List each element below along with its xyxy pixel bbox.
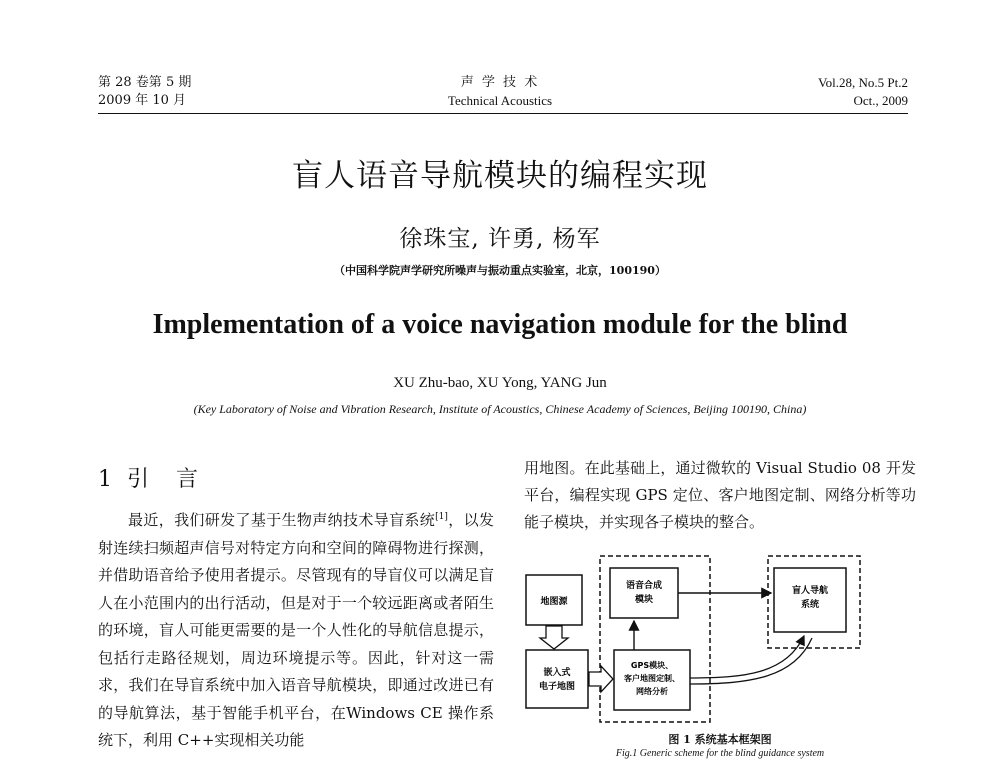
arrow-gps-to-navigation <box>690 636 804 678</box>
figure-caption-en: Fig.1 Generic scheme for the blind guidance system <box>615 748 825 759</box>
embedded-map-label-2: 电子地图 <box>538 682 576 692</box>
map-source-label: 地图源 <box>540 597 568 607</box>
paragraph-text-cont: ，以发射连续扫频超声信号对特定方向和空间的障碍物进行探测，并借助语音给予使用者提示。尽管现有的导盲仪可以满足盲人在小范围内的出行活动，但是对于一个较远距离或者陌生的环境，盲人可能更需要的是一个人性化的导航信息提示，包括行走路径规划，周边环境提示等。因此，针对这一需求，我们在导盲系统中加入语音导航模块，即通过改进已有的导航算法，基于智能手机平台，在Windows CE 操作系统下，利用 C++实现相关功能 <box>98 511 494 749</box>
section-title-part1: 引 <box>127 467 151 492</box>
authors-cn: 徐珠宝, 许勇, 杨军 <box>399 226 601 252</box>
speech-module-label-1: 语音合成 <box>625 581 663 591</box>
publication-date-cn: 2009 年 10 月 <box>98 93 187 108</box>
arrow-map-to-embedded <box>540 626 568 649</box>
body-text-left <box>98 504 494 755</box>
section-heading <box>98 462 199 493</box>
section-title-part2: 言 <box>176 467 200 492</box>
paper-title-cn: 盲人语音导航模块的编程实现 <box>292 158 708 194</box>
system-block-diagram <box>524 550 916 728</box>
affiliation-cn: （中国科学院声学研究所噪声与振动重点实验室，北京，100190） <box>334 264 666 277</box>
embedded-map-box <box>526 650 588 708</box>
citation-ref: [1] <box>435 512 448 522</box>
gps-module-label-2: 客户地图定制、 <box>624 674 680 683</box>
embedded-map-label-1: 嵌入式 <box>543 668 571 678</box>
authors-en: XU Zhu-bao, XU Yong, YANG Jun <box>393 375 607 391</box>
body-text-right <box>524 455 916 536</box>
paragraph <box>98 504 494 755</box>
journal-volume-info-en <box>818 74 908 110</box>
volume-issue: 第 28 卷第 5 期 <box>98 75 192 90</box>
journal-name-cn: 声 学 技 术 <box>460 75 540 90</box>
section-number: 1 <box>98 467 113 492</box>
affiliation-en: (Key Laboratory of Noise and Vibration Research, Institute of Acoustics, Chinese Academy of Sciences, Beijing 100190, China) <box>193 402 807 416</box>
arrow-embedded-to-gps <box>589 666 613 692</box>
speech-module-box <box>610 568 678 618</box>
publication-date-en: Oct., 2009 <box>853 93 908 108</box>
header-rule <box>98 113 908 114</box>
figure-caption-cn: 图 1 系统基本框架图 <box>668 733 772 746</box>
navigation-system-label-1: 盲人导航 <box>791 586 829 596</box>
paragraph-text: 最近，我们研发了基于生物声纳技术导盲系统 <box>128 511 436 529</box>
gps-module-label-3: 网络分析 <box>636 687 668 696</box>
gps-module-label-1: GPS模块、 <box>630 661 674 670</box>
navigation-system-label-2: 系统 <box>800 600 820 610</box>
paper-title-en: Implementation of a voice navigation module for the blind <box>152 309 848 340</box>
speech-module-label-2: 模块 <box>634 595 654 605</box>
paragraph: 用地图。在此基础上，通过微软的 Visual Studio 08 开发平台，编程实现 GPS 定位、客户地图定制、网络分析等功能子模块，并实现各子模块的整合。 <box>524 459 916 531</box>
volume-issue-en: Vol.28, No.5 Pt.2 <box>817 75 908 90</box>
journal-name-en: Technical Acoustics <box>447 93 553 108</box>
